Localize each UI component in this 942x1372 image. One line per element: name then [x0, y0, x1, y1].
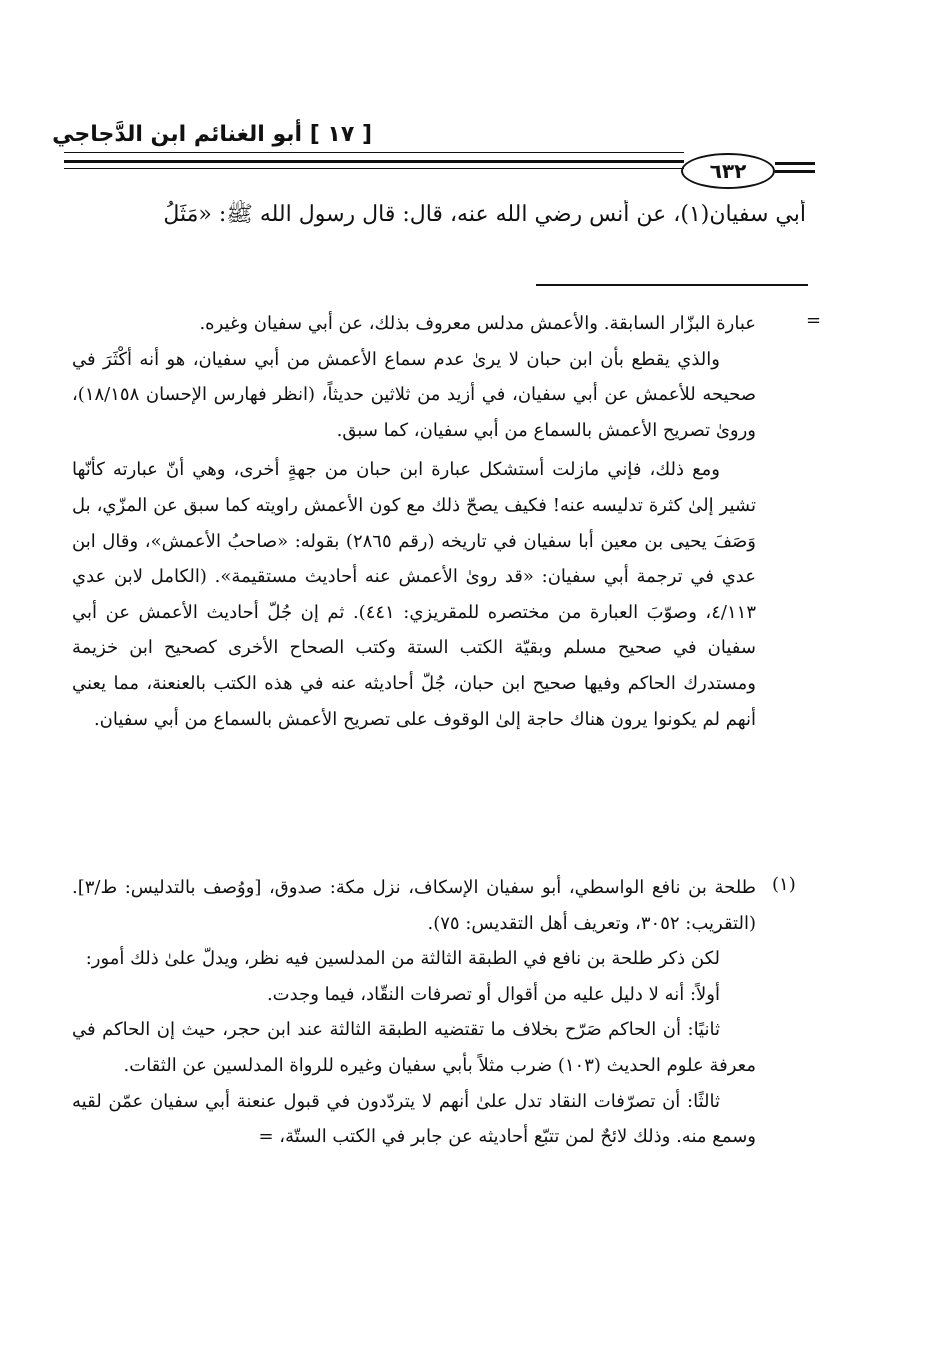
footnote-paragraph: ومع ذلك، فإني مازلت أستشكل عبارة ابن حبان من جهةٍ أخرى، وهي أنّ عبارته كأنّها تشير إلىٰ كثرة تدليسه عنه! فكيف يصحّ ذلك مع كون الأعمش راويته كما سبق عن المزّي، بل وَصَفَ يحيى بن معين أبا سفيان في تاريخه (رقم ٢٨٦٥) بقوله: «صاحبُ الأعمش»، وقال ابن عدي في ترجمة أبي سفيان: «قد روىٰ الأعمش عنه أحاديث مستقيمة». (الكامل لابن عدي ٤/١١٣، وصوّبَ العبارة من مختصره للمقريزي: ٤٤١). ثم إن جُلّ أحاديث الأعمش عن أبي سفيان في صحيح مسلم وبقيّة الكتب الستة وكتب الصحاح الأخرى كصحيح ابن خزيمة ومستدرك الحاكم وفيها صحيح ابن حبان، جُلّ أحاديثه عنه في هذه الكتب بالعنعنة، مما يعني أنهم لم يكونوا يرون هناك حاجة إلىٰ الوقوف على تصريح الأعمش بالسماع من أبي سفيان.	[72, 459, 756, 730]
footnote-paragraph: ثالثًا: أن تصرّفات النقاد تدل علىٰ أنهم لا يتردّدون في قبول عنعنة أبي سفيان عمّن لقيه وسمع منه. وذلك لائحٌ لمن تتبّع أحاديثه عن جابر في الكتب الستّة، =	[72, 1090, 756, 1148]
footnote-paragraph: طلحة بن نافع الواسطي، أبو سفيان الإسكاف، نزل مكة: صدوق، [ووُصف بالتدليس: ط/٣]. (التقريب: ٣٠٥٢، وتعريف أهل التقديس: ٧٥).	[72, 877, 756, 934]
footnote-continued	[72, 306, 756, 737]
continuation-marker: =	[806, 310, 822, 331]
header-rule-thick	[64, 160, 684, 163]
header-rule-top	[64, 152, 684, 153]
running-head: [ ١٧ ] أبو الغنائم ابن الدَّجاجي	[52, 122, 372, 147]
main-text-line: أبي سفيان(١)، عن أنس رضي الله عنه، قال: قال رسول الله ﷺ: «مَثَلُ	[163, 202, 806, 227]
footnote-paragraph: أولاً: أنه لا دليل عليه من أقوال أو تصرفات النقّاد، فيما وجدت.	[266, 983, 720, 1005]
footnote-1	[72, 870, 756, 1155]
footnote-paragraph: والذي يقطع بأن ابن حبان لا يرىٰ عدم سماع الأعمش من أبي سفيان، هو أنه أكْثَرَ في صحيحه للأعمش عن أبي سفيان، في أزيد من ثلاثين حديثاً، (انظر فهارس الإحسان ١٨/١٥٨)، وروىٰ تصريح الأعمش بالسماع من أبي سفيان، كما سبق.	[72, 348, 756, 441]
footnote-paragraph: لكن ذكر طلحة بن نافع في الطبقة الثالثة من المدلسين فيه نظر، ويدلّ علىٰ ذلك أمور:	[85, 948, 720, 970]
page-number-rule-b	[775, 170, 815, 173]
footnote-paragraph: عبارة البزّار السابقة. والأعمش مدلس معروف بذلك، عن أبي سفيان وغيره.	[199, 313, 756, 334]
footnote-paragraph: ثانيًا: أن الحاكم صَرّح بخلاف ما تقتضيه الطبقة الثالثة عند ابن حجر، حيث إن الحاكم في معرفة علوم الحديث (١٠٣) ضرب مثلاً بأبي سفيان وغيره للرواة المدلسين عن الثقات.	[72, 1019, 756, 1076]
page-number: ٦٣٢	[681, 153, 775, 189]
footnote-1-marker: (١)	[772, 874, 796, 895]
page-number-rule-a	[775, 162, 815, 165]
header-rule-bottom	[64, 168, 684, 169]
footnote-separator	[536, 284, 808, 286]
